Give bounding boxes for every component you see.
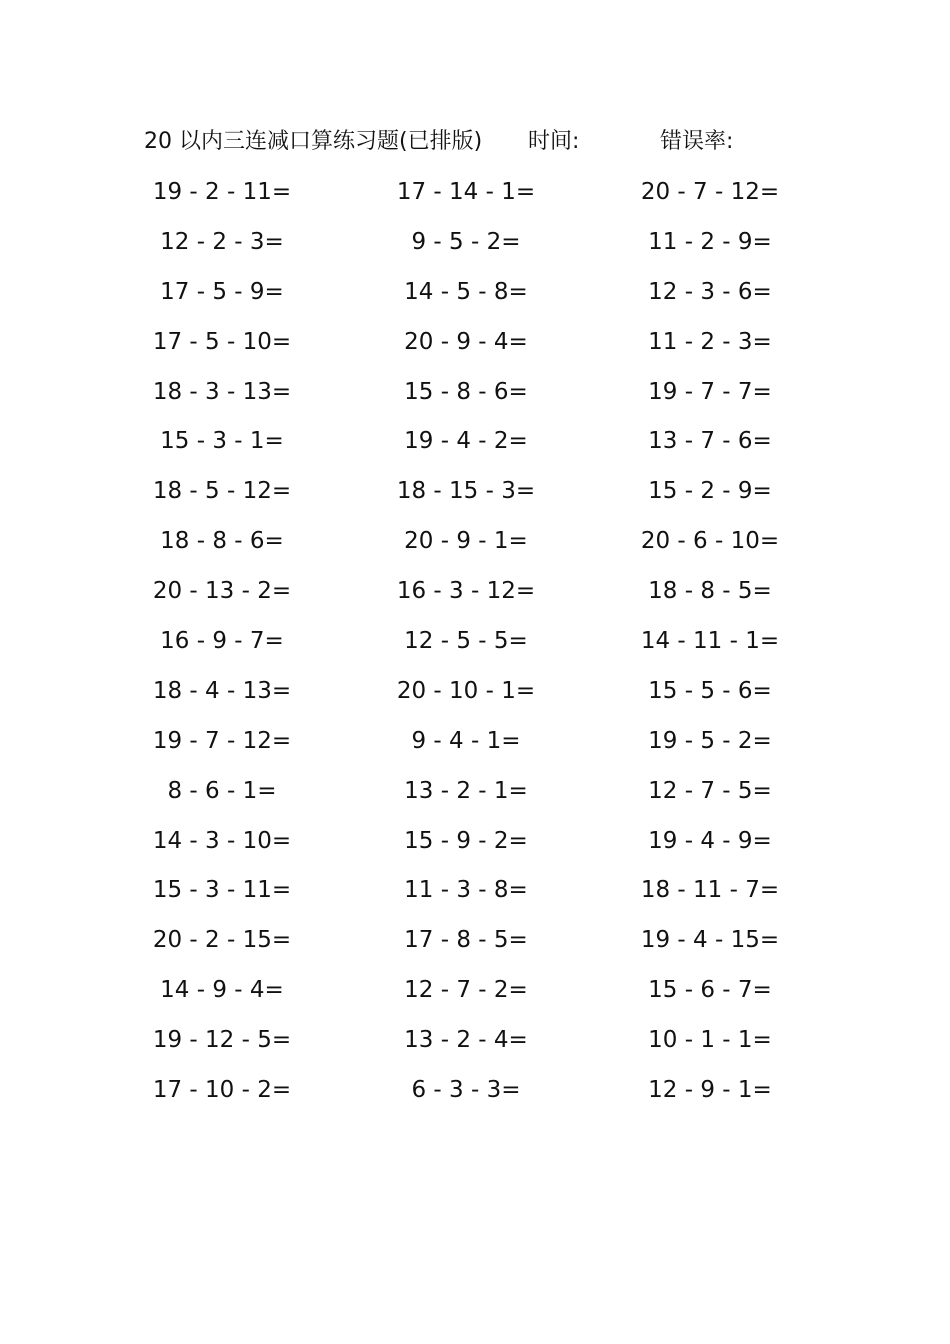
problem-item: 13 - 7 - 6= [648, 428, 772, 455]
problem-item: 20 - 13 - 2= [152, 578, 292, 605]
problem-row [0, 623, 950, 673]
time-label: 时间: [528, 129, 580, 154]
problem-item: 19 - 7 - 7= [648, 378, 772, 405]
problem-row [0, 773, 950, 823]
problem-item: 11 - 3 - 8= [404, 877, 528, 904]
problem-item: 14 - 9 - 4= [160, 977, 284, 1004]
problem-item: 15 - 3 - 11= [152, 877, 292, 904]
problem-item: 16 - 3 - 12= [396, 578, 536, 605]
problem-item: 10 - 1 - 1= [648, 1027, 772, 1054]
problem-item: 18 - 8 - 6= [160, 528, 284, 555]
problem-item: 6 - 3 - 3= [411, 1077, 521, 1104]
problem-item: 12 - 2 - 3= [160, 228, 284, 255]
problem-item: 18 - 3 - 13= [152, 378, 292, 405]
problem-item: 17 - 5 - 9= [160, 278, 284, 305]
problem-item: 15 - 3 - 1= [160, 428, 284, 455]
problem-item: 14 - 5 - 8= [404, 278, 528, 305]
problem-row [0, 374, 950, 424]
problem-item: 9 - 4 - 1= [411, 727, 521, 754]
problem-item: 19 - 5 - 2= [648, 727, 772, 754]
problem-item: 13 - 2 - 4= [404, 1027, 528, 1054]
problem-item: 13 - 2 - 1= [404, 777, 528, 804]
problem-row [0, 823, 950, 873]
problem-row [0, 922, 950, 972]
problem-item: 18 - 8 - 5= [648, 578, 772, 605]
problem-item: 11 - 2 - 9= [648, 228, 772, 255]
problem-item: 18 - 11 - 7= [640, 877, 780, 904]
problem-item: 12 - 9 - 1= [648, 1077, 772, 1104]
problem-row [0, 324, 950, 374]
problem-row [0, 573, 950, 623]
worksheet-title: 20 以内三连减口算练习题(已排版) [144, 129, 483, 154]
problem-row [0, 224, 950, 274]
problem-item: 19 - 7 - 12= [152, 727, 292, 754]
problem-item: 12 - 7 - 2= [404, 977, 528, 1004]
problem-row [0, 1072, 950, 1122]
problem-item: 19 - 4 - 15= [640, 927, 780, 954]
problem-row [0, 673, 950, 723]
problem-item: 20 - 6 - 10= [640, 528, 780, 555]
problem-item: 15 - 5 - 6= [648, 677, 772, 704]
problem-row [0, 523, 950, 573]
problem-row [0, 972, 950, 1022]
problem-item: 8 - 6 - 1= [167, 777, 277, 804]
problem-row [0, 1022, 950, 1072]
problem-item: 17 - 5 - 10= [152, 328, 292, 355]
problem-item: 19 - 4 - 2= [404, 428, 528, 455]
problem-item: 12 - 7 - 5= [648, 777, 772, 804]
problem-item: 19 - 12 - 5= [152, 1027, 292, 1054]
problem-row [0, 473, 950, 523]
problem-item: 20 - 9 - 4= [404, 328, 528, 355]
problem-item: 11 - 2 - 3= [648, 328, 772, 355]
problem-item: 14 - 11 - 1= [640, 628, 780, 655]
problem-item: 15 - 8 - 6= [404, 378, 528, 405]
problem-item: 17 - 8 - 5= [404, 927, 528, 954]
problem-item: 17 - 14 - 1= [396, 179, 536, 205]
problem-item: 12 - 5 - 5= [404, 628, 528, 655]
problem-item: 12 - 3 - 6= [648, 278, 772, 305]
problem-item: 18 - 5 - 12= [152, 478, 292, 505]
problem-grid [0, 174, 950, 1122]
problem-item: 20 - 7 - 12= [640, 179, 780, 205]
problem-item: 17 - 10 - 2= [152, 1077, 292, 1104]
problem-row [0, 174, 950, 224]
error-rate-label: 错误率: [660, 129, 734, 154]
problem-item: 19 - 2 - 11= [152, 179, 292, 205]
problem-row [0, 274, 950, 324]
problem-item: 15 - 6 - 7= [648, 977, 772, 1004]
problem-row [0, 423, 950, 473]
problem-item: 9 - 5 - 2= [411, 228, 521, 255]
problem-row [0, 723, 950, 773]
problem-item: 18 - 15 - 3= [396, 478, 536, 505]
problem-item: 18 - 4 - 13= [152, 677, 292, 704]
problem-item: 15 - 9 - 2= [404, 827, 528, 854]
problem-item: 20 - 9 - 1= [404, 528, 528, 555]
problem-item: 20 - 2 - 15= [152, 927, 292, 954]
problem-item: 19 - 4 - 9= [648, 827, 772, 854]
problem-item: 14 - 3 - 10= [152, 827, 292, 854]
problem-item: 16 - 9 - 7= [160, 628, 284, 655]
problem-item: 15 - 2 - 9= [648, 478, 772, 505]
problem-row [0, 872, 950, 922]
problem-item: 20 - 10 - 1= [396, 677, 536, 704]
